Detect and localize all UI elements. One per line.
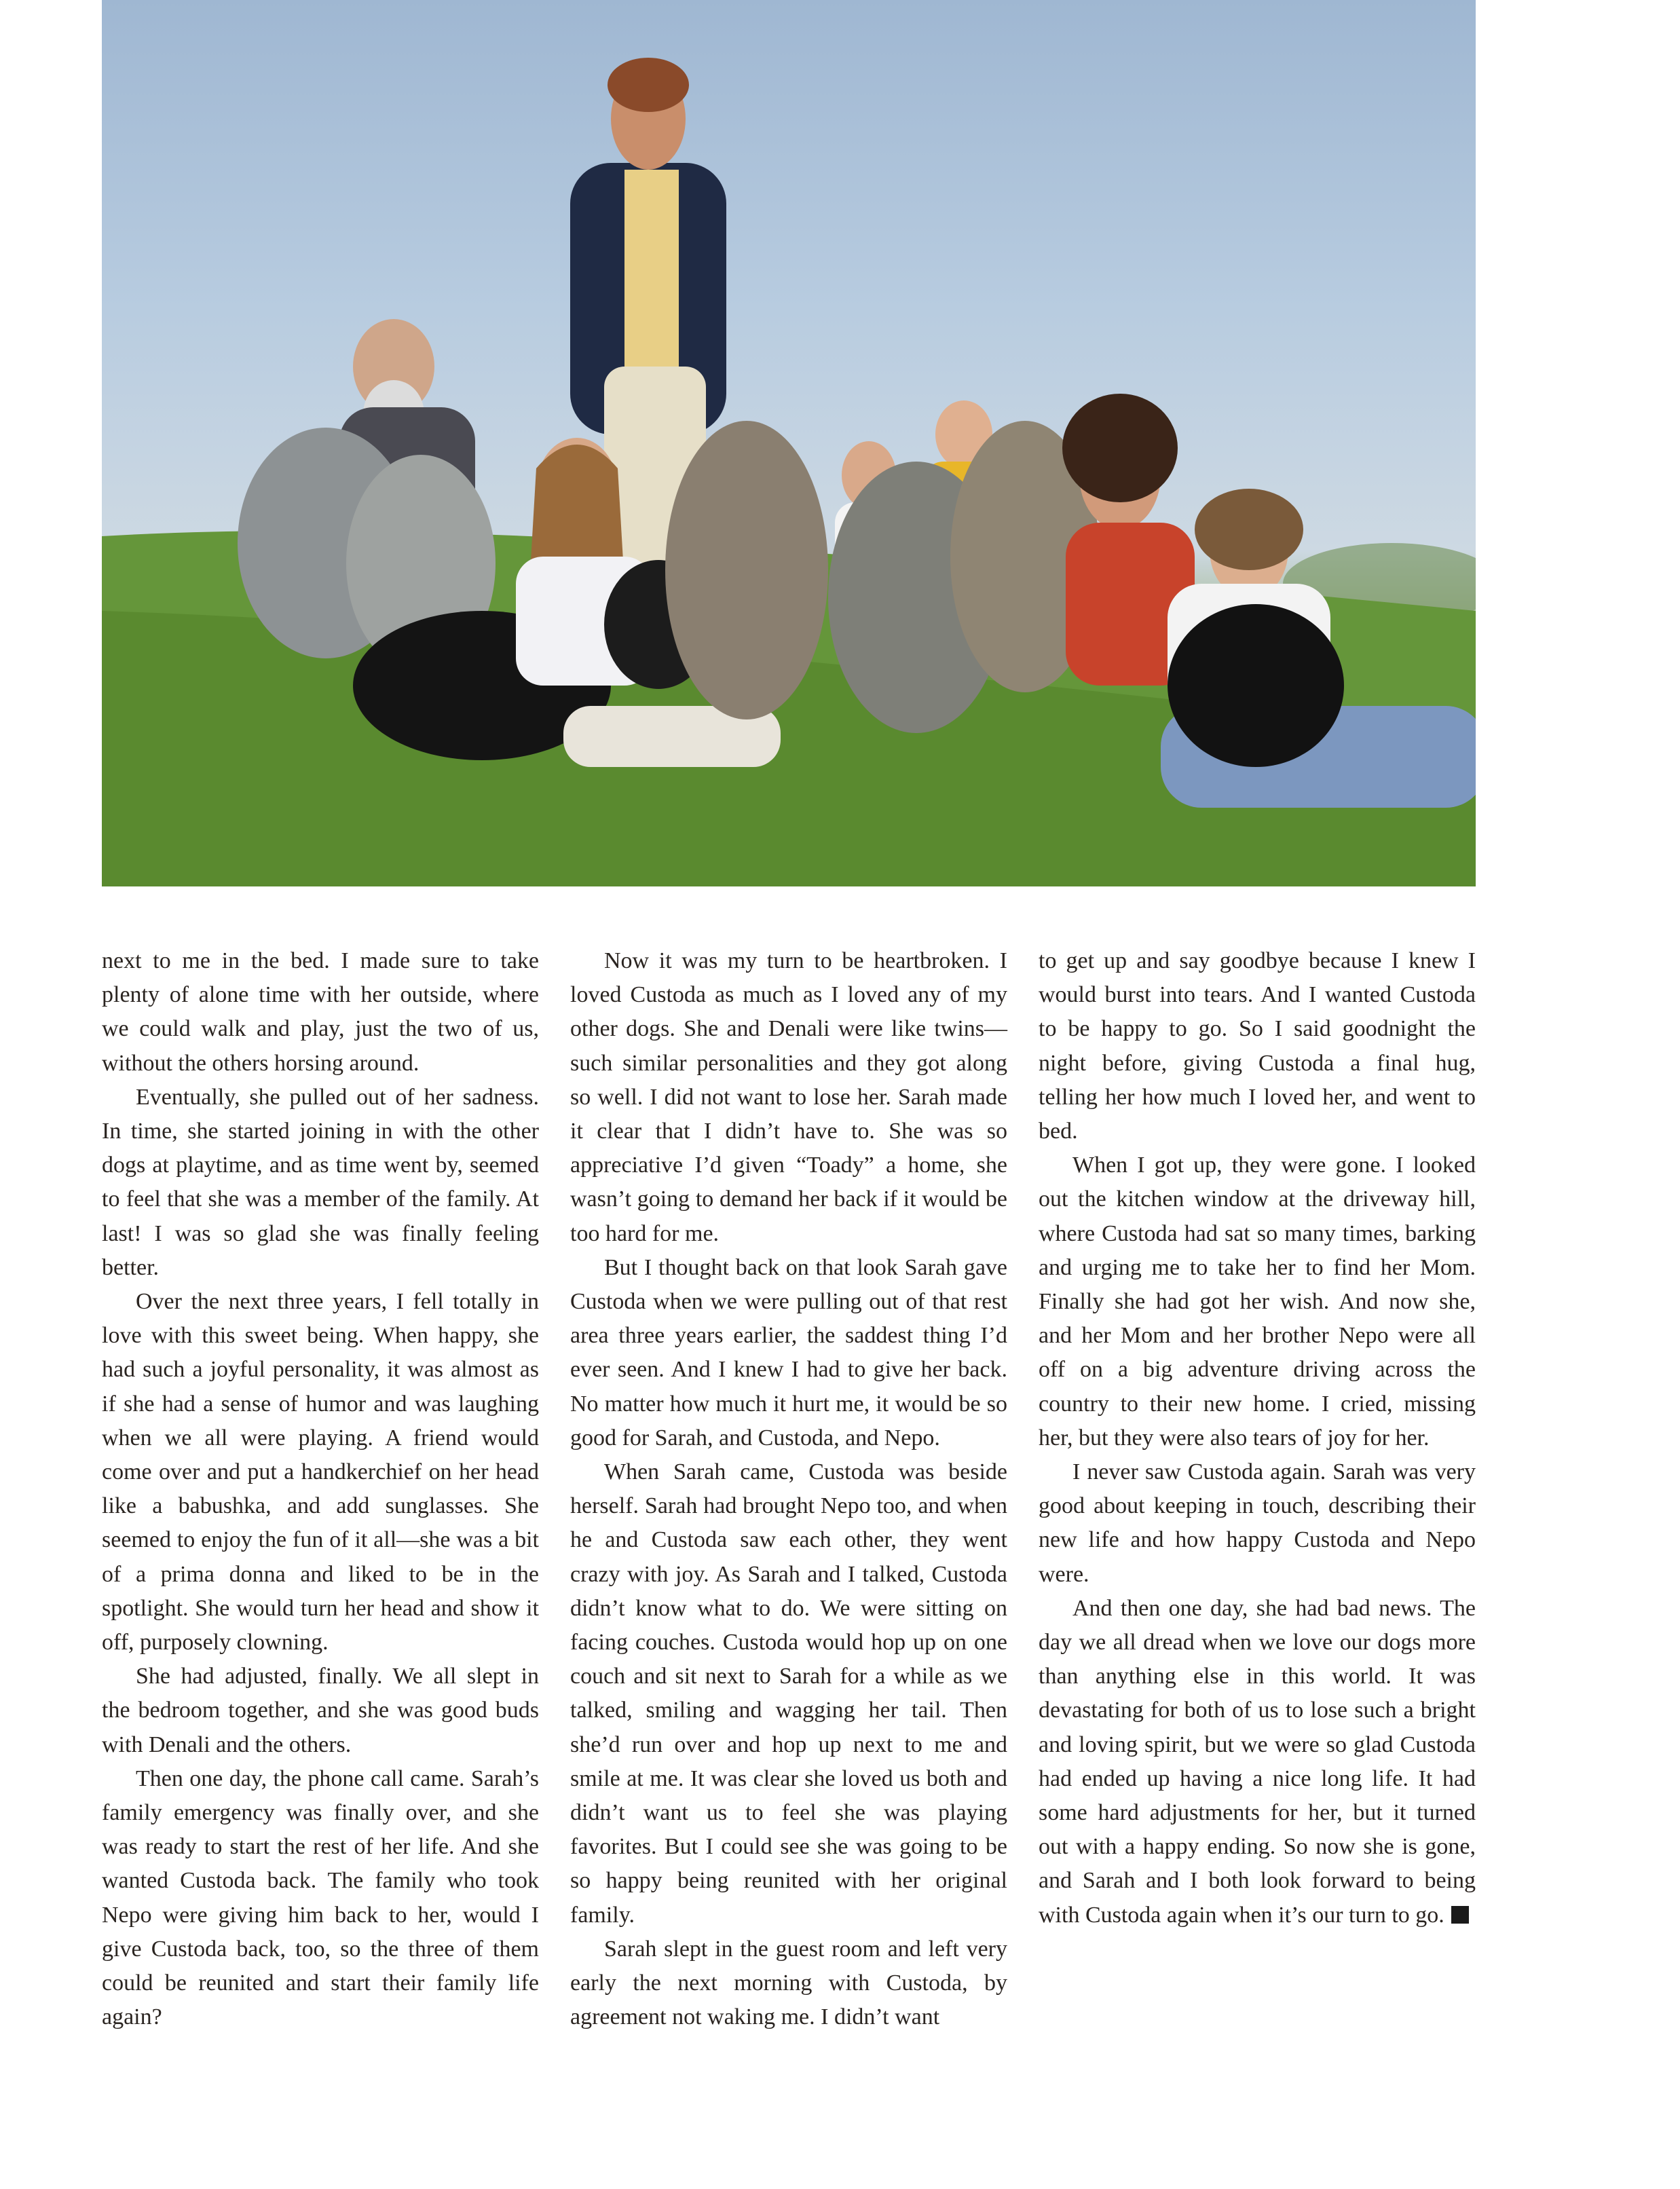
article-column-1 xyxy=(102,944,539,2035)
paragraph: She had adjusted, finally. We all slept in the bedroom together, and she was good buds with Denali and the others. xyxy=(102,1664,539,1757)
paragraph: next to me in the bed. I made sure to take plenty of alone time with her outside, where we could walk and play, just the two of us, without the others horsing around. xyxy=(102,948,539,1076)
group-photo xyxy=(102,0,1476,886)
paragraph: Over the next three years, I fell totally in love with this sweet being. When happy, she had such a joyful personality, it was almost as if she had a sense of humor and was laughing when we all were playing. A friend would come over and put a handkerchief on her head like a babushka, and add sunglasses. She seemed to enjoy the fun of it all—she was a bit of a prima donna and liked to be in the spotlight. She would turn her head and show it off, purposely clowning. xyxy=(102,1289,539,1655)
paragraph: Sarah slept in the guest room and left very early the next morning with Custoda, by agreement not waking me. I didn’t want xyxy=(570,1936,1007,2030)
article-body xyxy=(102,944,1476,2098)
paragraph: When I got up, they were gone. I looked out the kitchen window at the driveway hill, where Custoda had sat so many times, barking and urging me to take her to find her Mom. Finally she had got her wish. And now she, and her Mom and her brother Nepo were all off on a big adventure driving across the country to their new home. I cried, missing her, but they were also tears of joy for her. xyxy=(1039,1153,1476,1451)
paragraph xyxy=(1039,1592,1476,1932)
paragraph: I never saw Custoda again. Sarah was very good about keeping in touch, describing their new life and how happy Custoda and Nepo were. xyxy=(1039,1459,1476,1587)
paragraph: Eventually, she pulled out of her sadness. In time, she started joining in with the other dogs at playtime, and as time went by, seemed to feel that she was a member of the family. At last! I was so glad she was finally feeling better. xyxy=(102,1084,539,1280)
paragraph: Then one day, the phone call came. Sarah’s family emergency was finally over, and she was ready to start the rest of her life. And she wanted Custoda back. The family who took Nepo were giving him back to her, would I give Custoda back, too, so the three of them could be reunited and start their family life again? xyxy=(102,1765,539,2030)
paragraph: Now it was my turn to be heartbroken. I loved Custoda as much as I loved any of my other dogs. She and Denali were like twins—such similar personalities and they got along so well. I did not want to lose her. Sarah made it clear that I didn’t have to. She was so appreciative I’d given “Toady” a home, she wasn’t going to demand her back if it would be too hard for me. xyxy=(570,948,1007,1246)
paragraph: But I thought back on that look Sarah gave Custoda when we were pulling out of that rest area three years earlier, the saddest thing I’d ever seen. And I knew I had to give her back. No matter how much it hurt me, it would be so good for Sarah, and Custoda, and Nepo. xyxy=(570,1254,1007,1451)
article-column-2 xyxy=(570,944,1007,2035)
article-column-3 xyxy=(1039,944,1476,1932)
paragraph: to get up and say goodbye because I knew I would burst into tears. And I wanted Custoda to be happy to go. So I said goodnight the night before, giving Custoda a final hug, telling her how much I loved her, and went to bed. xyxy=(1039,948,1476,1144)
end-mark-icon xyxy=(1451,1906,1469,1924)
paragraph: When Sarah came, Custoda was beside herself. Sarah had brought Nepo too, and when he and Custoda saw each other, they went crazy with joy. As Sarah and I talked, Custoda didn’t know what to do. We were sitting on facing couches. Custoda would hop up on one couch and sit next to Sarah for a while as we talked, smiling and wagging her tail. Then she’d run over and hop up next to me and smile at me. It was clear she loved us both and didn’t want us to feel she was playing favorites. But I could see she was going to be so happy being reunited with her original family. xyxy=(570,1459,1007,1928)
group-photo-icon xyxy=(102,0,1476,886)
final-paragraph-text: And then one day, she had bad news. The day we all dread when we love our dogs more than anything else in this world. It was devastating for both of us to lose such a bright and loving spirit, but we were so glad Custoda had ended up having a nice long life. It had some hard adjustments for her, but it turned out with a happy ending. So now she is gone, and Sarah and I both look forward to being with Custoda again when it’s our turn to go. xyxy=(1039,1595,1476,1928)
